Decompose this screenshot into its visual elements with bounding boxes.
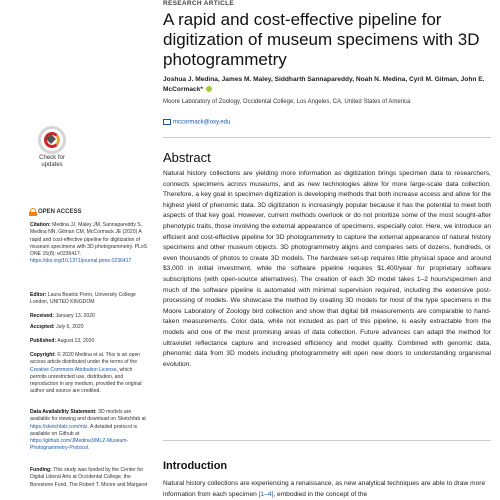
author-names: Joshua J. Medina, James M. Maley, Siddharth Sannapareddy, Noah N. Medina, Cyril M. Gilman, John E. McCormack — [163, 76, 485, 93]
introduction-body — [163, 479, 491, 500]
data-availability-text: 3D models are available for viewing and download on Sketchfab at — [30, 409, 146, 423]
received-label: Received: — [30, 313, 55, 319]
data-availability-text-end: . — [88, 445, 90, 452]
sketchfab-link[interactable]: https://sketchfab.com/mlz — [30, 423, 88, 430]
open-access-lock-icon — [30, 208, 36, 213]
editor-text: Laura Beatriz Porro, University College London, UNITED KINGDOM — [30, 292, 136, 306]
introduction-heading: Introduction — [163, 460, 228, 472]
copyright-block — [30, 352, 150, 396]
copyright-text-end: , which permits unrestricted use, distribution, and reproduction in any medium, provided the original author and source are credited. — [30, 366, 142, 395]
license-link[interactable]: Creative Commons Attribution License — [30, 366, 117, 373]
open-access-badge — [30, 209, 81, 215]
data-availability-block — [30, 409, 150, 453]
check-for-updates-icon — [38, 126, 66, 154]
article-type-label: RESEARCH ARTICLE — [163, 0, 235, 7]
introduction-text: Natural history collections are experiencing a renaissance, as new analytical techniques are able to draw more information from each specimen — [163, 480, 486, 498]
header-divider — [163, 137, 491, 138]
open-access-label: OPEN ACCESS — [38, 209, 82, 216]
funding-label: Funding: — [30, 467, 52, 473]
copyright-label: Copyright: — [30, 352, 56, 358]
citation-doi-link[interactable]: https://doi.org/10.1371/journal.pone.0236417 — [30, 258, 132, 265]
affiliation: Moore Laboratory of Zoology, Occidental College, Los Angeles, CA, United States of America — [163, 99, 411, 105]
editor-label: Editor: — [30, 292, 47, 298]
data-availability-text-mid: . A detailed protocol is available on Github at — [30, 423, 138, 437]
check-for-updates-badge[interactable] — [30, 126, 74, 180]
funding-text: This study was funded by the Center for Digital Liberal Arts at Occidental College, the Borestone Fund, The Robert T. Moore and Margaret — [30, 467, 148, 488]
corresponding-marker: * — [200, 86, 203, 93]
received-value: January 13, 2020 — [55, 313, 95, 319]
citation-block — [30, 222, 150, 266]
reference-link[interactable]: [1–4] — [258, 490, 274, 498]
citation-label: Citation: — [30, 222, 51, 228]
abstract-body: Natural history collections are yielding more information as digitization brings specimen data to researchers, connects specimens across museums, and as new technologies allow for more large-scale data collection. Therefore, a key goal in specimen digitization is developing methods that both increase access and allow for the highest yield of phenomic data. 3D digitization is increasingly popular because it has the potential to meet both aspects of that key goal. However, current methods overlook or do not prioritize some of the most sought-after phenotypic traits, those involving the external appearance of specimens, especially color. Here, we introduce an efficient and cost-effective pipeline for 3D photogrammetry to capture the external appearance of natural history specimens and other museum objects. 3D photogrammetry aligns and compares sets of dozens, hundreds, or even thousands of photos to create 3D models. The hardware set-up requires little physical space and around $3,000 in initial investment, while the software pipeline requires $1,400/year for proprietary software subscriptions (with open-source alternatives). The creation of each 3D model takes 1–2 hours/specimen and much of the software pipeline is automated with minimal supervision required, including the extensive post-processing of models. We showcase the method by creating 3D models for most of the type specimens in the Moore Laboratory of Zoology bird collection and show that digital bill measurements are comparable to hand-taken measurements. Color data, while not included as part of this pipeline, is easily extractable from the models and one of the most promising areas of data collection. Future advances can adapt the method for ultraviolet reflectance capture and increased efficiency and model quality. Combined with genomic data, phenomic data from 3D models including photogrammetry will open new doors to understanding organismal evolution. — [163, 170, 491, 368]
accepted-date — [30, 324, 150, 331]
received-date — [30, 313, 150, 320]
data-availability-label: Data Availability Statement: — [30, 409, 97, 415]
check-for-updates-label: Check for updates — [39, 155, 65, 168]
editor-block — [30, 292, 150, 307]
published-label: Published: — [30, 338, 57, 344]
published-value: August 13, 2020 — [57, 338, 95, 344]
article-title: A rapid and cost-effective pipeline for digitization of museum specimens with 3D photogrammetry — [163, 10, 480, 69]
introduction-text-end: , embodied in the concept of the — [273, 490, 368, 498]
email-text[interactable]: mccormack@oxy.edu — [173, 119, 231, 126]
published-date — [30, 338, 150, 345]
abstract-divider — [163, 440, 491, 441]
email-icon — [163, 119, 171, 125]
github-link[interactable]: https://github.com/JMedina3/MLZ-Museum-Photogrammetry-Protocol — [30, 438, 129, 452]
corresponding-email[interactable] — [163, 119, 230, 126]
orcid-icon[interactable] — [206, 86, 212, 92]
citation-text: Medina JJ, Maley JM, Sannapareddy S, Medina NN, Gilman CM, McCormack JE (2020) A rapid and cost-effective pipeline for digitization of museum specimens with 3D photogrammetry. PLoS ONE 15(8): e0236417. — [30, 222, 148, 258]
copyright-text: © 2020 Medina et al. This is an open access article distributed under the terms of the — [30, 352, 141, 366]
author-list — [163, 75, 488, 95]
funding-block — [30, 467, 150, 489]
accepted-label: Accepted: — [30, 324, 55, 330]
accepted-value: July 6, 2020 — [56, 324, 84, 330]
abstract-heading: Abstract — [163, 150, 211, 165]
